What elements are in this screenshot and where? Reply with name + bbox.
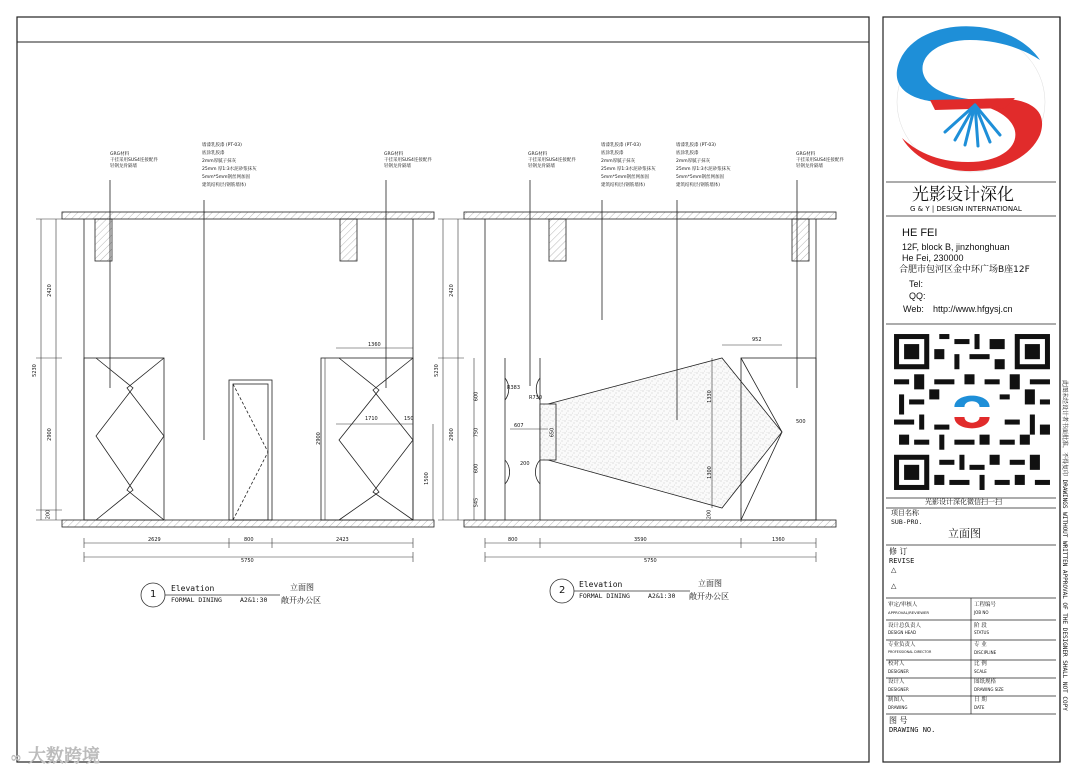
elev1-sub-cn: 敞开办公区 <box>281 596 321 605</box>
elev1-dim-w1360: 1360 <box>368 342 381 348</box>
elev1-title-cn: 立面图 <box>290 583 314 592</box>
elev1-dim-h1500: 1500 <box>423 472 430 485</box>
elev1-title-en: Elevation <box>171 584 215 593</box>
approval-cn: 审定/审核人 <box>888 602 918 608</box>
elev1-dim-w1710: 1710 <box>365 416 378 422</box>
elev1-dim-d3: 2423 <box>336 537 349 543</box>
checker-cn: 校对人 <box>888 661 905 667</box>
sheet-title: 立面图 <box>948 527 981 540</box>
elev2-dim-d3: 1360 <box>772 537 785 543</box>
elev2-dim-d1: 800 <box>508 537 518 543</box>
watermark-text <box>10 742 100 768</box>
discipline-cn: 专 业 <box>974 642 987 648</box>
elev2-dim-h200: 200 <box>706 509 713 520</box>
company-web: http://www.hfgysj.cn <box>933 304 1013 314</box>
company-name-en: G & Y | DESIGN INTERNATIONAL <box>910 205 1022 213</box>
elev2-dim-w607: 607 <box>514 423 524 429</box>
status-en: STATUS <box>974 630 990 635</box>
revise-triangle-icon-2: △ <box>891 582 897 590</box>
designer-cn: 设计人 <box>888 679 905 685</box>
head-en: DESIGN HEAD <box>888 630 917 635</box>
elev2-dim-h545: 545 <box>473 497 480 508</box>
job-en: JOB NO <box>974 610 989 615</box>
elev2-note-right: GRG材料 干挂采用SUS4连接配件 轻钢龙骨隔墙 <box>796 152 844 169</box>
status-cn: 阶 段 <box>974 623 987 629</box>
elevation-2-drawing <box>464 180 836 527</box>
wechat-qr-code <box>889 329 1055 495</box>
elev1-dim-h2900b: 2900 <box>315 432 322 445</box>
elev1-note-left: GRG材料 干挂采用SUS4连接配件 轻钢龙骨隔墙 <box>110 152 158 169</box>
elev2-sub-cn: 敞开办公区 <box>689 592 729 601</box>
elev2-note-mid1: 墙漆乳胶漆 (PT-03) 底涂乳胶漆 2mm厚腻子抹灰 25mm 厚1:3水泥砂浆抹灰 5mm*5mm钢丝网加固 建筑结构层(钢筋墙体) <box>601 143 656 188</box>
company-address-en-1: 12F, block B, jinzhonghuan <box>902 242 1010 252</box>
elev1-dim-d2: 800 <box>244 537 254 543</box>
elev2-title-cn: 立面图 <box>698 579 722 588</box>
drawing-cn: 制图人 <box>888 697 905 703</box>
company-tel-label: Tel: <box>909 279 924 289</box>
subpro-cn: 项目名称 <box>891 509 919 517</box>
size-en: DRAWING SIZE <box>974 687 1004 692</box>
elev1-dim-d1: 2629 <box>148 537 161 543</box>
elev2-dim-h600a: 600 <box>473 391 480 402</box>
director-cn: 专业负责人 <box>888 642 916 648</box>
elev1-dim-w150: 150 <box>404 416 414 422</box>
date-cn: 日 期 <box>974 697 987 703</box>
elev1-dim-h-top: 2420 <box>46 284 53 297</box>
watermark-label: 大数跨境 <box>27 746 100 767</box>
elev2-dim-r200: 200 <box>520 461 530 467</box>
elev2-note-mid2: 墙漆乳胶漆 (PT-03) 底涂乳胶漆 2mm厚腻子抹灰 25mm 厚1:3水泥砂浆抹灰 5mm*5mm钢丝网加固 建筑结构层(钢筋墙体) <box>676 143 731 188</box>
elev2-dim-w500: 500 <box>796 419 806 425</box>
elev2-dim-d2: 3590 <box>634 537 647 543</box>
approval-en: APPROVAL/REVIEWER <box>888 610 930 615</box>
subpro-en: SUB-PRO. <box>891 518 923 526</box>
elev2-title-en: Elevation <box>579 580 623 589</box>
elev2-dim-h-total: 5230 <box>433 364 440 377</box>
company-address-en-2: He Fei, 230000 <box>902 253 964 263</box>
drawno-cn: 图 号 <box>889 716 908 725</box>
qr-caption: 光影设计深化微信扫一扫 <box>925 498 1002 506</box>
elev2-dim-h-top: 2420 <box>448 284 455 297</box>
company-name-cn: 光影设计深化 <box>912 185 1014 205</box>
revise-cn: 修 订 <box>889 547 908 556</box>
company-qq-label: QQ: <box>909 291 926 301</box>
elev1-dim-h-bot: 200 <box>45 509 52 520</box>
scale-en: SCALE <box>974 669 987 674</box>
elev2-dim-r730: R730 <box>529 395 543 401</box>
elev2-dim-r383: R383 <box>507 385 521 391</box>
company-city: HE FEI <box>902 227 938 239</box>
elev2-dim-w952: 952 <box>752 337 762 343</box>
elev1-note-right: GRG材料 干挂采用SUS4连接配件 轻钢龙骨隔墙 <box>384 152 432 169</box>
elev2-dim-h-mid: 2900 <box>448 428 455 441</box>
drawing-en: DRAWING <box>888 705 908 710</box>
elev2-dim-total: 5750 <box>644 558 657 564</box>
elev2-note-left: GRG材料 干挂采用SUS4连接配件 轻钢龙骨隔墙 <box>528 152 576 169</box>
job-cn: 工程编号 <box>974 602 997 608</box>
elev2-dim-h1300: 1300 <box>706 466 713 479</box>
elev2-number: 2 <box>559 585 566 596</box>
head-cn: 设计总负责人 <box>888 623 922 629</box>
elev1-dim-h-mid: 2900 <box>46 428 53 441</box>
revise-en: REVISE <box>889 557 915 565</box>
discipline-en: DISCIPLINE <box>974 650 997 655</box>
elev2-scale: A2&1:30 <box>648 592 676 600</box>
elev2-dim-h600b: 600 <box>473 463 480 474</box>
date-en: DATE <box>974 705 985 710</box>
checker-en: DESIGNER <box>888 669 909 674</box>
revise-triangle-icon: △ <box>891 566 897 574</box>
director-en: PROFESSIONAL DIRECTOR <box>888 650 932 654</box>
elev1-number: 1 <box>150 589 157 600</box>
elevation-1-drawing <box>62 180 434 527</box>
elev2-dim-w650: 650 <box>549 427 556 438</box>
elev2-sub-en: FORMAL DINING <box>579 592 630 600</box>
watermark-logo-icon: ∞ <box>10 750 22 766</box>
elev1-sub-en: FORMAL DINING <box>171 596 222 604</box>
drawno-en: DRAWING NO. <box>889 726 936 734</box>
elev2-dim-h750: 750 <box>473 427 480 438</box>
elev1-dim-total: 5750 <box>241 558 254 564</box>
scale-cn: 比 例 <box>974 661 987 667</box>
size-cn: 图纸规格 <box>974 679 997 685</box>
elev1-dim-h-total: 5230 <box>31 364 38 377</box>
copyright-side-note: 此图未经设计者书面批准，不得复印 DRAWINGS WITHOUT WRITTEN APPROVAL OF THE DESIGNER SHALL NOT COPY <box>1061 380 1068 711</box>
elev1-scale: A2&1:30 <box>240 596 268 604</box>
company-address-cn: 合肥市包河区金中环广场B座12F <box>899 265 1030 275</box>
designer-en: DESIGNER <box>888 687 909 692</box>
elev1-note-mid: 墙漆乳胶漆 (PT-03) 底涂乳胶漆 2mm厚腻子抹灰 25mm 厚1:3水泥砂浆抹灰 5mm*5mm钢丝网加固 建筑结构层(钢筋墙体) <box>202 143 257 188</box>
elev2-dim-h1330: 1330 <box>706 390 713 403</box>
company-web-label: Web: <box>903 304 924 314</box>
